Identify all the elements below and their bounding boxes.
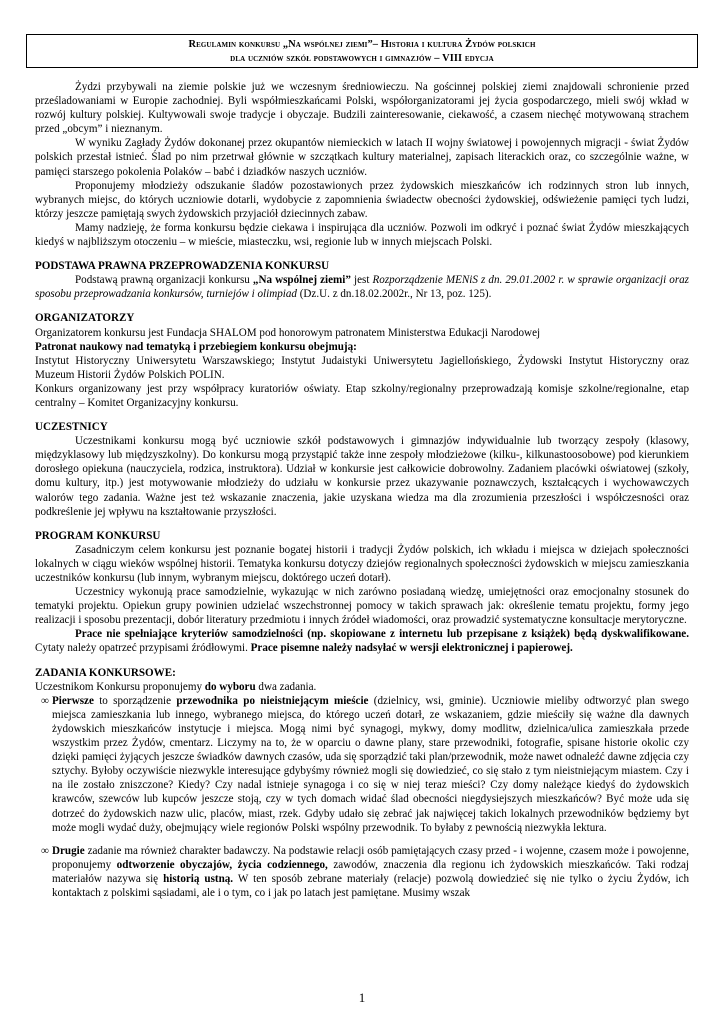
document-body (35, 80, 689, 900)
program-heading: PROGRAM KONKURSU (35, 529, 161, 542)
institutes-list: Instytut Historyczny Uniwersytetu Warszawskiego; Instytut Judaistyki Uniwersytetu Jagiellońskiego, Żydowski Instytut Historyczny oraz Muzeum Historii Żydów Polskich POLIN. (35, 354, 689, 381)
program-paragraph-3: Prace nie spełniające kryteriów samodzielności (np. skopiowane z internetu lub przepisane z książek) będą dyskwalifikowane. Cytaty należy opatrzeć przypisami źródłowymi. Prace pisemne należy nadsyłać w wersji elektronicznej i papierowej. (35, 628, 689, 655)
legal-basis-heading: PODSTAWA PRAWNA PRZEPROWADZENIA KONKURSU (35, 260, 330, 273)
intro-paragraph-3: Proponujemy młodzieży odszukanie śladów pozostawionych przez żydowskich mieszkańców ich rodzinnych stron lub innych, wybranych miejsc, do których uczniowie dotarli, wydobycie z zapomnienia świadectw obecności żydowskiej, odświeżenie pamięci tych ludzi, którzy jeszcze pamiętają swych żydowskich przyjaciół dziecinnych zabaw. (35, 179, 689, 220)
infinity-bullet-icon: ∞ (41, 694, 49, 707)
patronage-label: Patronat naukowy nad tematyką i przebiegiem konkursu obejmują: (35, 340, 357, 353)
organizers-line: Organizatorem konkursu jest Fundacja SHALOM pod honorowym patronatem Ministerstwa Edukacji Narodowej (35, 326, 541, 339)
stages-paragraph: Konkurs organizowany jest przy współpracy kuratoriów oświaty. Etap szkolny/regionalny przeprowadzają komisje szkolne/regionalne, etap centralny – Komitet Organizacyjny konkursu. (35, 382, 689, 409)
intro-paragraph-1: Żydzi przybywali na ziemie polskie już we wczesnym średniowieczu. Na gościnnej polskiej ziemi znajdowali schronienie przed prześladowaniami w Europie zachodniej. Byli współmieszkańcami Polski, współorganizatorami jej życia gospodarczego, mieli swój wkład w rozwój kultury polskiej. Kultywowali swoje tradycje i obyczaje. Budzili zainteresowanie, ciekawość, a czasem niechęć motywowaną strachem przed „obcym” i nieznanym. (35, 81, 689, 136)
tasks-intro: Uczestnikom Konkursu proponujemy do wyboru dwa zadania. (35, 680, 317, 693)
tasks-heading: ZADANIA KONKURSOWE: (35, 666, 176, 679)
participants-heading: UCZESTNICY (35, 421, 108, 434)
page-number: 1 (358, 990, 366, 1005)
title-line-1: Regulamin konkursu „Na wspólnej ziemi”– Historia i kultura Żydów polskich (188, 39, 536, 50)
program-paragraph-1: Zasadniczym celem konkursu jest poznanie bogatej historii i tradycji Żydów polskich, ich wkładu i miejsca w dziejach społeczności lokalnych w ciągu wieków wspólnej historii. Tematyka konkursu dotyczy dziejów regionalnych społeczności żydowskich w miejscu zamieszkania uczestników konkursu (lub innym, wybranym miejscu, doktórego uczeń dotarł). (35, 543, 689, 584)
program-paragraph-2: Uczestnicy wykonują prace samodzielnie, wykazując w nich zarówno posiadaną wiedzę, umiejętności oraz emocjonalny stosunek do tematyki projektu. Opiekun grupy powinien udzielać wszechstronnej pomocy w takich sprawach jak: określenie tematu projektu, formy jego realizacji i sposobu prezentacji, dobór literatury przedmiotu i innych źródeł wiadomości, oraz prowadzić systematyczne konsultacje merytoryczne. (35, 586, 689, 627)
infinity-bullet-icon: ∞ (41, 844, 49, 857)
legal-basis-paragraph: Podstawą prawną organizacji konkursu „Na wspólnej ziemi” jest Rozporządzenie MENiS z dn. 29.01.2002 r. w sprawie organizacji oraz sposobu przeprowadzania konkursów, turniejów i olimpiad (Dz.U. z dn.18.02.2002r., Nr 13, poz. 125). (35, 274, 689, 301)
intro-paragraph-4: Mamy nadzieję, że forma konkursu będzie ciekawa i inspirująca dla uczniów. Pozwoli im odkryć i poznać świat Żydów mieszkających kiedyś w najbliższym otoczeniu – w mieście, miasteczku, wsi, regionie lub w innych miejscach Polski. (35, 221, 689, 249)
title-line-2: dla uczniów szkół podstawowych i gimnazjów – VIII edycja (230, 53, 494, 64)
participants-paragraph: Uczestnikami konkursu mogą być uczniowie szkół podstawowych i gimnazjów indywidualnie lub tworzący zespoły (klasowy, międzyklasowy lub międzyszkolny). Do konkursu mogą przystąpić także inne zespoły młodzieżowe (kilku-, kilkunastoosobowe) pod kierunkiem dorosłego opiekuna (nauczyciela, rodzica, instruktora). Udział w konkursie jest całkowicie dobrowolny. Zadaniem placówki oświatowej (szkoły, domu kultury, itp.) jest motywowanie młodzieży do udziału w konkursie przez ukazywanie poznawczych, kształcących i wychowawczych walorów tego zadania. Ważne jest też wskazanie znaczenia, jakie uzyskana wiedza ma dla zrozumienia przeszłości i współczesności oraz podkreślenie jej wpływu na kształtowanie przyszłości. (35, 435, 689, 518)
intro-paragraph-2: W wyniku Zagłady Żydów dokonanej przez okupantów niemieckich w latach II wojny światowej i powojennych migracji - świat Żydów polskich przestał istnieć. Ślad po nim przetrwał głównie w szczątkach kultury materialnej, zapisach literackich oraz, co szczególnie ważne, w pamięci starszego pokolenia Polaków – babć i dziadków naszych uczniów. (35, 137, 689, 178)
task-item-1: ∞ Pierwsze to sporządzenie przewodnika po nieistniejącym mieście (dzielnicy, wsi, gminie). Uczniowie mieliby odtworzyć plan swego miejsca zamieszkania lub innego, wybranego miejsca, do którego uczeń dotarł, ze wskazaniem, gdzie mieściły się ważne dla dawnych żydowskich mieszkańców instytucje i miejsca. Mogą nimi być synagogi, mykwy, domy modlitw, dzielnica/ulica zamieszkała przede wszystkim przez Żydów, cmentarz. Liczymy na to, że w oparciu o dawne plany, stare przewodniki, fotografie, spisane historie okolic czy dzięki pamięci żyjących jeszcze świadków dawnych czasów, uda się sporządzić taki plan/przewodnik, może nawet odnaleźć dawne zdjęcia czy sztychy. Byłoby oczywiście niezwykle interesujące gdybyśmy również mogli się dowiedzieć, co się stało z tym nieistniejącym miastem. Czy i na ile zostało zniszczone? Kiedy? Czy nadal istnieje synagoga i co się w niej teraz mieści? Czy domy należące kiedyś do żydowskich krawców, szewców lub kupców jeszcze stoją, czy w tych domach widać ślad obecności niegdysiejszych mieszkańców? Być może uda się dotrzeć do żydowskich nazw ulic, placów, miast, rzek. Gdyby udało się zebrać jak najwięcej takich lokalnych przewodników będziemy byt może mogli wydać duży, obejmujący wiele regionów Polski wspólny przewodnik. To byłaby z pewnością niezwykła lektura. (41, 694, 689, 834)
organizers-heading: ORGANIZATORZY (35, 312, 135, 325)
task-item-2: ∞ Drugie zadanie ma również charakter badawczy. Na podstawie relacji osób pamiętających czasy przed - i wojenne, czasem może i powojenne, proponujemy odtworzenie obyczajów, życia codziennego, zawodów, znaczenia dla regionu ich żydowskich mieszkańców. Taki rodzaj materiałów nazywa się historią ustną. W ten sposób zebrane materiały (relacje) pozwolą dowiedzieć się nie tylko o życiu Żydów, ich kontaktach z polskimi sąsiadami, ale i o tym, co i jak po latach jest pamiętane. Musimy wszak (41, 844, 690, 899)
title-box (26, 34, 698, 68)
